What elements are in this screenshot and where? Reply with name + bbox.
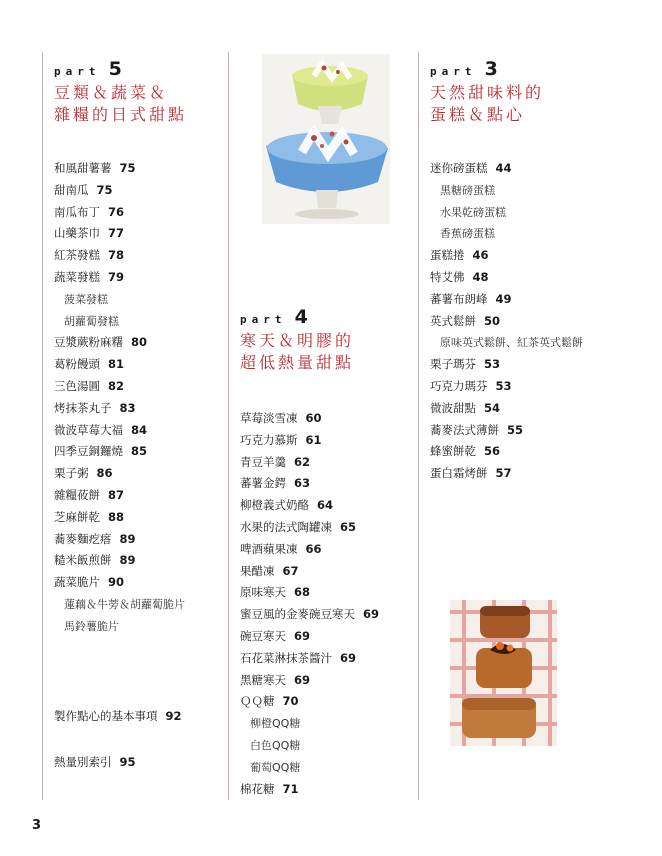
entry-page-number: 66 [305,541,322,556]
entry-title: 原味寒天 [240,585,286,600]
entry-page-number: 48 [472,269,489,284]
toc-sub-entry [240,735,414,757]
entry-page-number: 83 [119,400,136,415]
toc-entry [54,706,182,728]
entry-page-number: 53 [495,378,512,393]
entry-page-number: 65 [340,519,357,534]
entry-page-number: 90 [108,575,125,590]
entry-page-number: 53 [484,357,501,372]
toc-entry [54,441,224,463]
toc-entry [54,376,224,398]
entry-page-number: 89 [119,553,136,568]
entry-title: 山藥茶巾 [54,226,100,241]
toc-entry [240,539,414,561]
entry-title: 蛋白霜烤餅 [430,466,488,481]
entry-title: 英式鬆餅 [430,313,476,328]
toc-entry [240,670,414,692]
toc-section-part3 [430,58,650,485]
entry-title: 馬鈴薯脆片 [64,619,119,633]
entry-title: 蔬菜脆片 [54,575,100,590]
entry-page-number: 55 [507,422,524,437]
entry-title: 蕎麥法式薄餅 [430,422,499,437]
entry-page-number: 56 [484,444,501,459]
toc-entry [54,420,224,442]
entry-title: 蔬菜發糕 [54,269,100,284]
entry-page-number: 50 [484,313,501,328]
toc-sub-entry [430,202,650,224]
jelly-bowls-image [262,54,390,224]
toc-section-part4 [240,306,414,800]
entry-page-number: 76 [108,204,125,219]
entry-title: 巧克力慕斯 [240,432,298,447]
entry-title: 水果的法式陶罐凍 [240,519,332,534]
entry-title: 水果乾磅蛋糕 [440,205,506,219]
section-header [54,58,224,136]
column-divider [228,52,229,800]
toc-entry [430,289,650,311]
entry-title: 菠菜發糕 [64,292,108,306]
entry-title: 草莓淡雪凍 [240,411,298,425]
entry-title: 青豆羊羹 [240,454,286,469]
entry-title: 柳橙QQ糖 [250,717,301,731]
entry-page-number: 69 [340,650,357,665]
page-number: 3 [32,818,42,833]
section-title-line: 豆類＆蔬菜＆ [54,83,169,102]
section-title-line: 超低熱量甜點 [240,353,355,372]
toc-sub-entry [54,594,224,616]
entry-page-number: 67 [282,563,299,578]
entry-title: 製作點心的基本事項 [54,709,158,723]
entry-title: 豆漿蕨粉麻糬 [54,335,123,350]
entry-page-number: 69 [363,607,380,622]
entry-title: 芝麻餅乾 [54,509,100,524]
entry-page-number: 68 [294,585,311,600]
toc-entry [240,473,414,495]
toc-entry [430,441,650,463]
column-divider [42,52,43,800]
toc-list [54,158,224,638]
entry-title: 啤酒蘋果凍 [240,541,298,556]
jelly-dessert-photo [262,54,390,224]
part-label [240,306,414,328]
entry-page-number: 79 [108,269,125,284]
section-title-line: 雜糧的日式甜點 [54,105,188,124]
toc-entry [430,311,650,333]
entry-title: 果醋凍 [240,563,275,578]
entry-title: 葛粉饅頭 [54,357,100,372]
toc-entry [54,158,224,180]
toc-entry [54,245,224,267]
entry-page-number: 69 [294,628,311,643]
toc-extra-list [54,706,182,774]
toc-section-part5 [54,58,224,769]
entry-title: 香蕉磅蛋糕 [440,227,495,241]
entry-title: ＱＱ糖 [240,694,275,709]
entry-title: 熱量別索引 [54,754,112,769]
toc-entry [240,561,414,583]
entry-title: 甜南瓜 [54,182,89,197]
entry-title: 石花菜淋抹茶醬汁 [240,650,332,665]
toc-sub-entry [430,223,650,245]
toc-sub-entry [240,757,414,779]
part-word: part [54,65,101,78]
toc-entry [430,398,650,420]
entry-page-number: 64 [317,498,334,513]
toc-entry [54,550,224,572]
entry-title: 微波草莓大福 [54,422,123,437]
toc-sub-entry [54,616,224,638]
toc-sub-entry [430,180,650,202]
entry-title: 蓮藕＆牛蒡＆胡蘿蔔脆片 [64,597,185,611]
toc-entry [54,529,224,551]
entry-title: 葡萄QQ糖 [250,760,301,774]
entry-title: 南瓜布丁 [54,204,100,219]
toc-entry [240,582,414,604]
toc-entry [54,332,224,354]
part-number: 3 [484,58,498,80]
toc-entry [54,572,224,594]
toc-entry [240,691,414,713]
entry-page-number: 75 [96,182,113,197]
toc-entry [54,752,182,774]
entry-title: 蜂蜜餅乾 [430,444,476,459]
entry-page-number: 54 [484,400,501,415]
toc-entry [240,452,414,474]
toc-entry [430,267,650,289]
entry-page-number: 95 [119,754,136,769]
toc-entry [430,376,650,398]
entry-page-number: 88 [108,509,125,524]
section-title-line: 天然甜味料的 [430,83,545,102]
entry-page-number: 44 [495,161,512,175]
entry-title: 特艾佛 [430,269,465,284]
entry-title: 原味英式鬆餅、紅茶英式鬆餅 [440,336,583,350]
toc-entry [430,245,650,267]
section-title-line: 寒天＆明膠的 [240,331,355,350]
entry-title: 蜜豆風的金麥碗豆寒天 [240,607,355,622]
toc-entry [54,180,224,202]
entry-title: 紅茶發糕 [54,248,100,263]
entry-title: 烤抹茶丸子 [54,400,112,415]
toc-entry [430,463,650,485]
entry-title: 蛋糕捲 [430,248,465,263]
toc-entry [54,202,224,224]
entry-title: 四季豆銅鑼燒 [54,444,123,459]
toc-sub-entry [54,289,224,311]
toc-entry [430,420,650,442]
entry-title: 雜糧莜餅 [54,487,100,502]
entry-page-number: 71 [282,781,299,796]
entry-page-number: 57 [495,466,512,481]
entry-page-number: 81 [108,357,125,372]
entry-title: 白色QQ糖 [250,738,301,752]
section-title-line: 蛋糕＆點心 [430,105,526,124]
entry-title: 蕃薯布朗峰 [430,291,488,306]
toc-entry [54,223,224,245]
entry-page-number: 77 [108,226,125,241]
toc-entry [54,507,224,529]
entry-page-number: 75 [119,161,136,175]
entry-page-number: 46 [472,248,489,263]
toc-entry [430,158,650,180]
entry-title: 迷你磅蛋糕 [430,161,488,175]
toc-entry [240,626,414,648]
part-word: part [430,65,477,78]
part-label [430,58,650,80]
entry-page-number: 70 [282,694,299,709]
entry-page-number: 49 [495,291,512,306]
entry-page-number: 85 [131,444,148,459]
entry-title: 黑糖磅蛋糕 [440,183,495,197]
entry-title: 柳橙義式奶酪 [240,498,309,513]
toc-sub-entry [240,713,414,735]
part-label [54,58,224,80]
toc-entry [54,354,224,376]
toc-sub-entry [430,332,650,354]
entry-page-number: 84 [131,422,148,437]
toc-entry [54,463,224,485]
entry-page-number: 61 [305,432,322,447]
entry-page-number: 87 [108,487,125,502]
entry-page-number: 80 [131,335,148,350]
section-title [430,82,650,126]
toc-entry [54,485,224,507]
toc-list [240,408,414,800]
toc-entry [54,398,224,420]
entry-page-number: 82 [108,378,125,393]
toc-entry [54,267,224,289]
toc-entry [430,354,650,376]
entry-title: 和風甜薯薯 [54,161,112,175]
section-header [240,306,414,384]
entry-title: 蕎麥麵疙瘩 [54,531,112,546]
pound-cakes-image [450,600,557,746]
section-header [430,58,650,136]
entry-title: 黑糖寒天 [240,672,286,687]
entry-page-number: 78 [108,248,125,263]
toc-entry [240,648,414,670]
entry-title: 碗豆寒天 [240,628,286,643]
entry-page-number: 69 [294,672,311,687]
toc-entry [240,430,414,452]
toc-sub-entry [54,311,224,333]
entry-page-number: 60 [305,411,322,425]
entry-title: 蕃薯金鍔 [240,476,286,491]
entry-title: 微波甜點 [430,400,476,415]
toc-entry [240,604,414,626]
entry-page-number: 63 [294,476,311,491]
entry-title: 糙米飯煎餅 [54,553,112,568]
toc-entry [240,517,414,539]
toc-list [430,158,650,485]
section-title [54,82,224,126]
section-title [240,330,414,374]
entry-page-number: 62 [294,454,311,469]
toc-entry [240,408,414,430]
entry-title: 棉花糖 [240,781,275,796]
toc-entry [240,779,414,801]
entry-page-number: 92 [165,709,182,723]
entry-page-number: 86 [96,466,113,481]
entry-title: 栗子粥 [54,466,89,481]
part-word: part [240,313,287,326]
toc-entry [240,495,414,517]
entry-title: 巧克力瑪芬 [430,378,488,393]
entry-title: 三色湯圓 [54,378,100,393]
column-divider [418,52,419,800]
entry-title: 胡蘿蔔發糕 [64,314,119,328]
part-number: 4 [294,306,308,328]
entry-title: 栗子瑪芬 [430,357,476,372]
pound-cake-photo [450,600,557,746]
entry-page-number: 89 [119,531,136,546]
part-number: 5 [108,58,122,80]
